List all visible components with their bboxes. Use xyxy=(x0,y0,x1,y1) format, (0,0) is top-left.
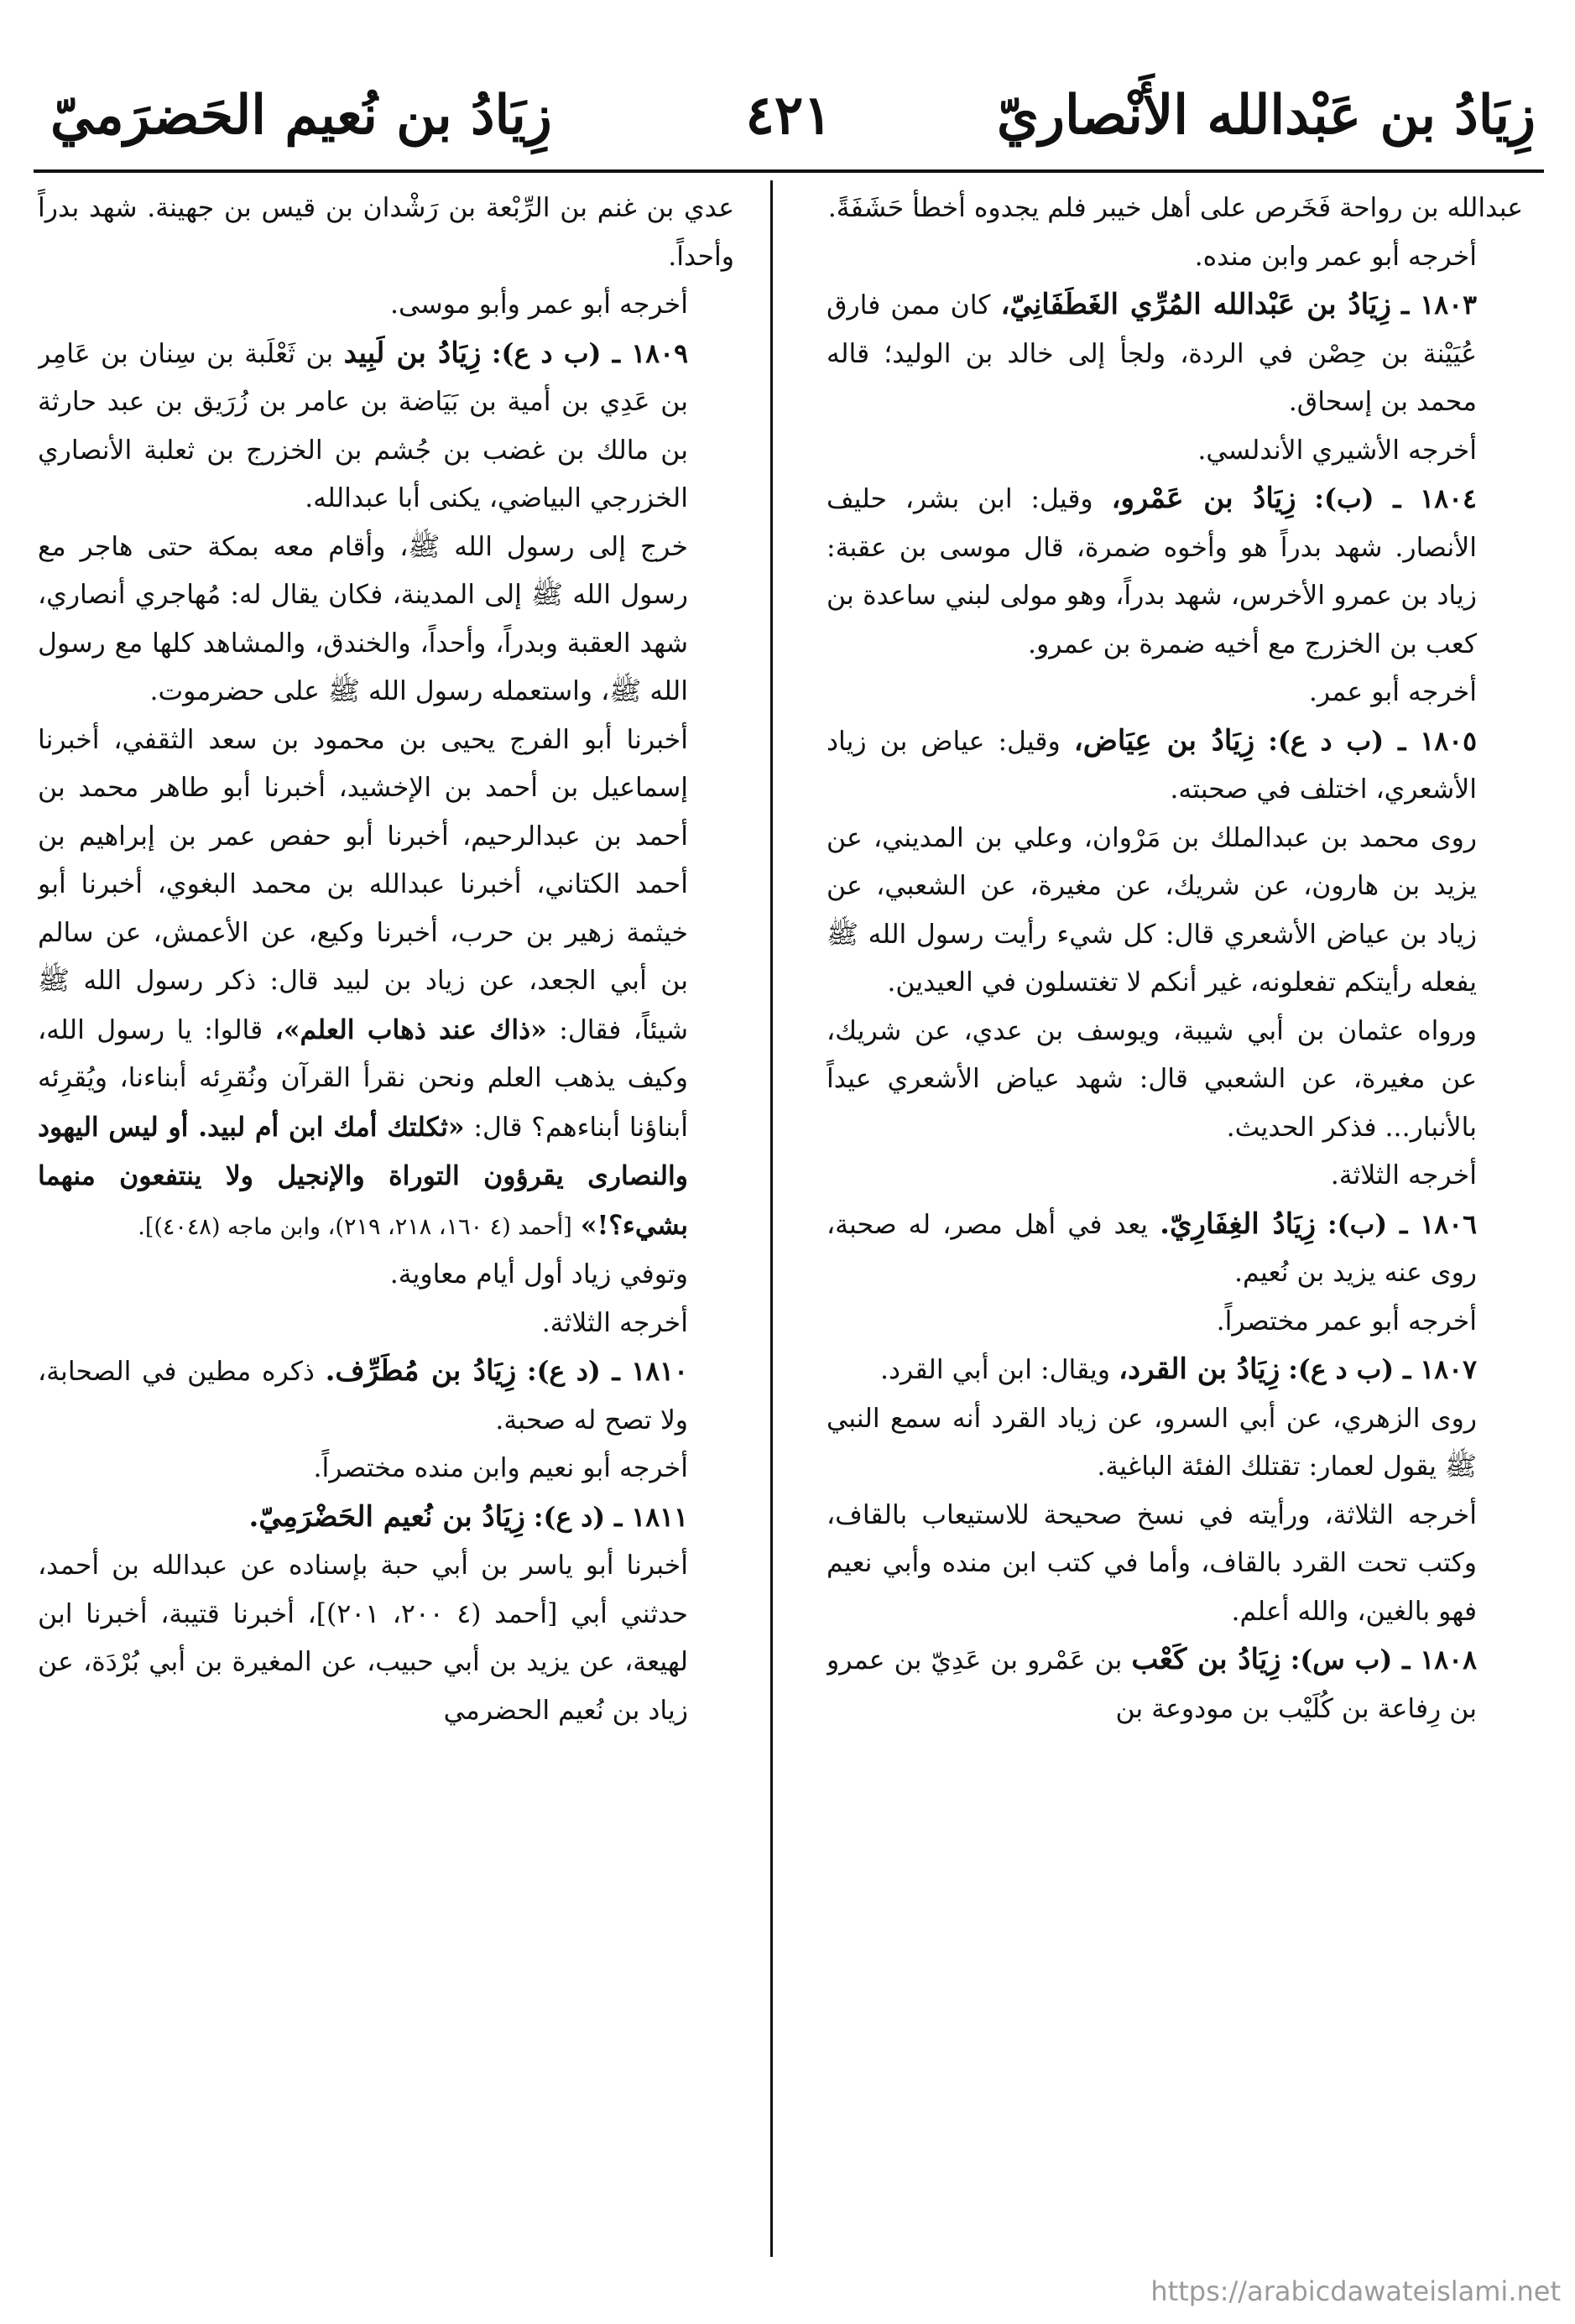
paragraph: روى الزهري، عن أبي السرو، عن زياد القرد أنه سمع النبي ﷺ يقول لعمار: تقتلك الفئة الباغية. xyxy=(827,1403,1477,1482)
running-title-right: زِيَادُ بن عَبْدالله الأَنْصاريّ xyxy=(996,84,1536,147)
entry-text: وقيل: عياض بن زياد الأشعري، اختلف في صحبته. xyxy=(827,726,1477,805)
paragraph: عبدالله بن رواحة فَخَرص على أهل خيبر فلم يجدوه أخطأ حَشَفَةً. xyxy=(827,193,1523,223)
entry-number: ١٨٠٥ ـ (ب د ع): xyxy=(1268,725,1478,757)
hadith-quote: «ذاك عند ذهاب العلم»، xyxy=(274,1013,547,1045)
entry-number: ١٨٠٣ ـ xyxy=(1401,289,1478,320)
entry-name: زِيَادُ بن مُطَرِّف. xyxy=(325,1354,517,1388)
entry-1809 xyxy=(38,330,734,524)
paragraph: أخرجه أبو عمر وابن منده. xyxy=(1194,241,1477,272)
entry-1808 xyxy=(827,1636,1523,1733)
entry-name: زِيَادُ بن عِيَاض، xyxy=(1073,723,1255,758)
page-header xyxy=(34,76,1544,168)
entry-name: زِيَادُ الغِفَارِيّ. xyxy=(1160,1206,1316,1241)
paragraph: أخرجه أبو عمر مختصراً. xyxy=(1216,1305,1477,1337)
entry-number: ١٨٠٦ ـ (ب): xyxy=(1327,1208,1478,1240)
paragraph: عدي بن غنم بن الرِّبْعة بن رَشْدان بن قيس بن جهينة. شهد بدراً وأحداً. xyxy=(38,193,734,272)
right-column xyxy=(827,185,1523,2265)
entry-name: زِيَادُ بن عَمْرو، xyxy=(1111,482,1296,515)
entry-name: زِيَادُ بن عَبْدالله المُرِّي الغَطَفَانِيّ، xyxy=(1000,288,1391,321)
entry-number: ١٨١٠ ـ (د ع): xyxy=(526,1356,689,1387)
entry-1803 xyxy=(827,281,1523,427)
paragraph: روى محمد بن عبدالملك بن مَرْوان، وعلي بن المديني، عن يزيد بن هارون، عن شريك، عن مغيرة، عن الشعبي، عن زياد بن عياض الأشعري قال: كل شيء رأيت رسول الله ﷺ يفعله رأيتكم تفعلونه، غير أنكم لا تغتسلون في العيدين. xyxy=(827,822,1477,998)
entry-text: بن عَمْرو بن عَدِيّ بن عمرو بن رِفاعة بن كُلَيْب بن مودوعة بن xyxy=(827,1645,1477,1724)
reference: [أحمد (٤ ١٦٠، ٢١٨، ٢١٩)، وابن ماجه (٤٠٤٨)]. xyxy=(138,1213,572,1240)
hadith-text: قالوا: يا رسول الله، وكيف يذهب العلم ونحن نقرأ القرآن ونُقرِئه أبناءنا، ويُقرِئه أبناؤنا أبناءهم؟ قال: xyxy=(38,1014,689,1143)
paragraph: أخرجه أبو نعيم وابن منده مختصراً. xyxy=(313,1453,688,1483)
page-number: ٤٢١ xyxy=(745,84,832,147)
entry-text: ذكره مطين في الصحابة، ولا تصح له صحبة. xyxy=(38,1357,688,1436)
paragraph: أخرجه أبو عمر وأبو موسى. xyxy=(389,289,688,320)
entry-number: ١٨٠٤ ـ (ب): xyxy=(1314,483,1477,514)
entry-text: ويقال: ابن أبي القرد. xyxy=(879,1355,1110,1385)
entry-number: ١٨١١ ـ (د ع): xyxy=(533,1501,688,1533)
watermark-url: https://arabicdawateislami.net xyxy=(1150,2275,1561,2307)
paragraph: أخرجه الثلاثة. xyxy=(1330,1160,1477,1191)
paragraph: أخرجه الثلاثة، ورأيته في نسخ صحيحة للاستيعاب بالقاف، وكتب تحت القرد بالقاف، وأما في كتب ابن منده وأبي نعيم فهو بالغين، والله أعلم. xyxy=(827,1499,1477,1627)
entry-1811 xyxy=(38,1493,734,1543)
paragraph: أخبرنا أبو ياسر بن أبي حبة بإسناده عن عبدالله بن أحمد، حدثني أبي [أحمد (٤ ٢٠٠، ٢٠١)]، أخبرنا قتيبة، أخبرنا ابن لهيعة، عن يزيد بن أبي حبيب، عن المغيرة بن أبي بُرْدَة، عن زياد بن نُعيم الحضرمي xyxy=(38,1550,689,1726)
entry-text: يعد في أهل مصر، له صحبة، روى عنه يزيد بن نُعيم. xyxy=(827,1209,1477,1288)
entry-1807 xyxy=(827,1346,1523,1395)
entry-number: ١٨٠٨ ـ (ب س): xyxy=(1290,1644,1478,1675)
entry-1810 xyxy=(38,1347,734,1445)
entry-number: ١٨٠٧ ـ (ب د ع): xyxy=(1288,1354,1477,1385)
header-rule xyxy=(34,169,1544,173)
entry-1805 xyxy=(827,717,1523,815)
entry-1804 xyxy=(827,475,1523,669)
hadith-quote: «ثكلتك أمك ابن أم لبيد. أو ليس اليهود والنصارى يقرؤون التوراة والإنجيل ولا ينتفعون منهما بشيء؟!» xyxy=(38,1111,688,1241)
entry-name: زِيَادُ بن القرد، xyxy=(1119,1352,1280,1386)
entry-1806 xyxy=(827,1201,1523,1298)
column-divider xyxy=(770,180,773,2257)
isnad-text: أخبرنا أبو الفرج يحيى بن محمود بن سعد الثقفي، أخبرنا إسماعيل بن أحمد بن الإخشيد، أخبرنا أبو طاهر محمد بن أحمد بن عبدالرحيم، أخبرنا أبو حفص عمر بن إبراهيم بن أحمد الكتاني، أخبرنا عبدالله بن محمد البغوي، أخبرنا أبو خيثمة زهير بن حرب، أخبرنا وكيع، عن الأعمش، عن سالم بن أبي الجعد، عن زياد بن لبيد قال: ذكر رسول الله ﷺ شيئاً، فقال: xyxy=(38,724,688,1045)
paragraph: أخرجه الأشيري الأندلسي. xyxy=(1197,435,1477,466)
left-column xyxy=(38,185,734,2265)
entry-name: زِيَادُ بن كَعْب xyxy=(1131,1643,1281,1676)
entry-text: وقيل: ابن بشر، حليف الأنصار. شهد بدراً هو وأخوه ضمرة، قال موسى بن عقبة: زياد بن عمرو الأخرس، شهد بدراً، وهو مولى لبني ساعدة بن كعب بن الخزرج مع أخيه ضمرة بن عمرو. xyxy=(827,484,1477,659)
entry-text: بن ثَعْلَبة بن سِنان بن عَامِر بن عَدِي بن أمية بن بَيَاضة بن عامر بن زُرَيق بن عبد حارثة بن مالك بن غضب بن جُشم بن الخزرج بن ثعلبة الأنصاري الخزرجي البياضي، يكنى أبا عبدالله. xyxy=(38,338,688,513)
paragraph: وتوفي زياد أول أيام معاوية. xyxy=(389,1259,688,1290)
paragraph: ورواه عثمان بن أبي شيبة، ويوسف بن عدي، عن شريك، عن مغيرة، عن الشعبي قال: شهد عياض الأشعري عيداً بالأنبار... فذكر الحديث. xyxy=(827,1015,1477,1143)
entry-text: كان ممن فارق عُيَيْنة بن حِصْن في الردة، ولجأ إلى خالد بن الوليد؛ قاله محمد بن إسحاق. xyxy=(827,290,1477,417)
entry-name: زِيَادُ بن نُعيم الحَضْرَمِيّ. xyxy=(248,1499,525,1534)
paragraph: أخرجه الثلاثة. xyxy=(541,1307,688,1338)
running-title-left: زِيَادُ بن نُعيم الحَضرَميّ xyxy=(50,84,552,147)
entry-number: ١٨٠٩ ـ (ب د ع): xyxy=(491,337,689,369)
paragraph: أخرجه أبو عمر. xyxy=(1308,677,1477,707)
paragraph: خرج إلى رسول الله ﷺ، وأقام معه بمكة حتى هاجر مع رسول الله ﷺ إلى المدينة، فكان يقال له: مُهاجري أنصاري، شهد العقبة وبدراً، وأحداً، والخندق، والمشاهد كلها مع رسول الله ﷺ، واستعمله رسول الله ﷺ على حضرموت. xyxy=(38,531,688,706)
hadith-paragraph xyxy=(38,716,734,1252)
entry-name: زِيَادُ بن لَبِيد xyxy=(343,336,482,370)
